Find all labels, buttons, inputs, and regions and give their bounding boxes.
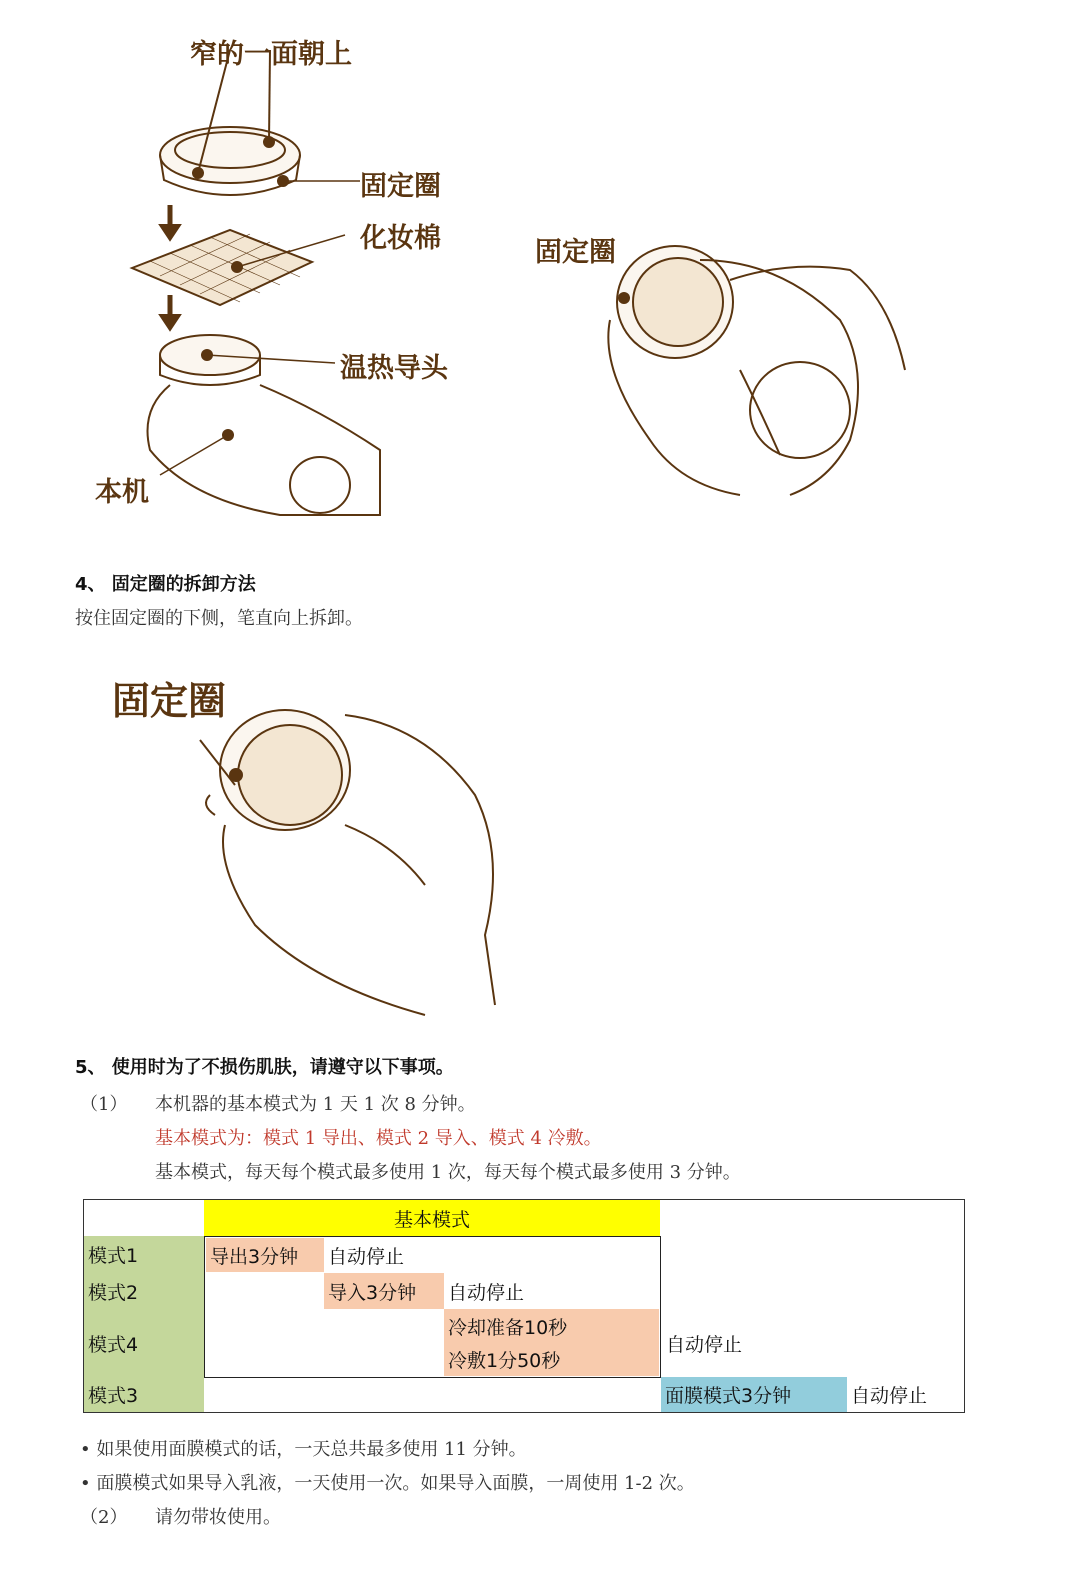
- row-label-mode3: 模式3: [84, 1377, 204, 1412]
- item1-number: （1）: [80, 1094, 128, 1115]
- cell-auto-stop-mode3: 自动停止: [851, 1385, 928, 1407]
- bullet-mask-total: • 如果使用面膜模式的话，一天总共最多使用 11 分钟。: [80, 1439, 527, 1460]
- label-main-body: 本机: [95, 477, 149, 508]
- row-label-mode1: 模式1: [84, 1236, 204, 1273]
- cell-auto-stop-mode1: 自动停止: [328, 1245, 405, 1268]
- item2-number: （2）: [80, 1507, 128, 1528]
- item1-text: 本机器的基本模式为 1 天 1 次 8 分钟。: [155, 1094, 476, 1115]
- cell-cool-prep: 冷却准备10秒: [444, 1309, 659, 1343]
- item2-text: 请勿带妆使用。: [155, 1507, 281, 1528]
- bullet-mask-frequency: • 面膜模式如果导入乳液，一天使用一次。如果导入面膜，一周使用 1-2 次。: [80, 1473, 695, 1494]
- label-fixing-ring-bottom: 固定圈: [112, 679, 227, 723]
- table-header-basic-mode: 基本模式: [204, 1200, 660, 1236]
- cell-mask-3min: 面膜模式3分钟: [661, 1377, 847, 1412]
- assembly-illustration: [80, 30, 500, 520]
- row-label-mode2: 模式2: [84, 1273, 204, 1309]
- section5-heading: 5、 使用时为了不损伤肌肤，请遵守以下事项。: [75, 1057, 454, 1078]
- item1-red-text: 基本模式为：模式 1 导出、模式 2 导入、模式 4 冷敷。: [155, 1128, 602, 1149]
- cell-export-3min: 导出3分钟: [206, 1238, 324, 1272]
- ring-removal-illustration: [195, 705, 545, 1025]
- label-fixing-ring: 固定圈: [360, 171, 441, 202]
- cell-auto-stop-mode2: 自动停止: [448, 1281, 525, 1304]
- label-cotton-pad: 化妆棉: [360, 223, 441, 254]
- row-label-mode4: 模式4: [84, 1309, 204, 1377]
- label-fixing-ring-right: 固定圈: [535, 237, 616, 268]
- section4-body: 按住固定圈的下侧，笔直向上拆卸。: [75, 608, 363, 629]
- cell-auto-stop-mode4: 自动停止: [666, 1333, 743, 1356]
- label-narrow-side-up: 窄的一面朝上: [190, 39, 352, 70]
- section4-heading: 4、 固定圈的拆卸方法: [75, 574, 256, 595]
- cell-cool: 冷敷1分50秒: [444, 1343, 659, 1376]
- label-warm-head: 温热导头: [340, 353, 448, 384]
- item1-note: 基本模式，每天每个模式最多使用 1 次，每天每个模式最多使用 3 分钟。: [155, 1162, 741, 1183]
- mode-schedule-table: [83, 1199, 965, 1413]
- cell-import-3min: 导入3分钟: [324, 1273, 444, 1309]
- hand-device-illustration: [590, 240, 910, 500]
